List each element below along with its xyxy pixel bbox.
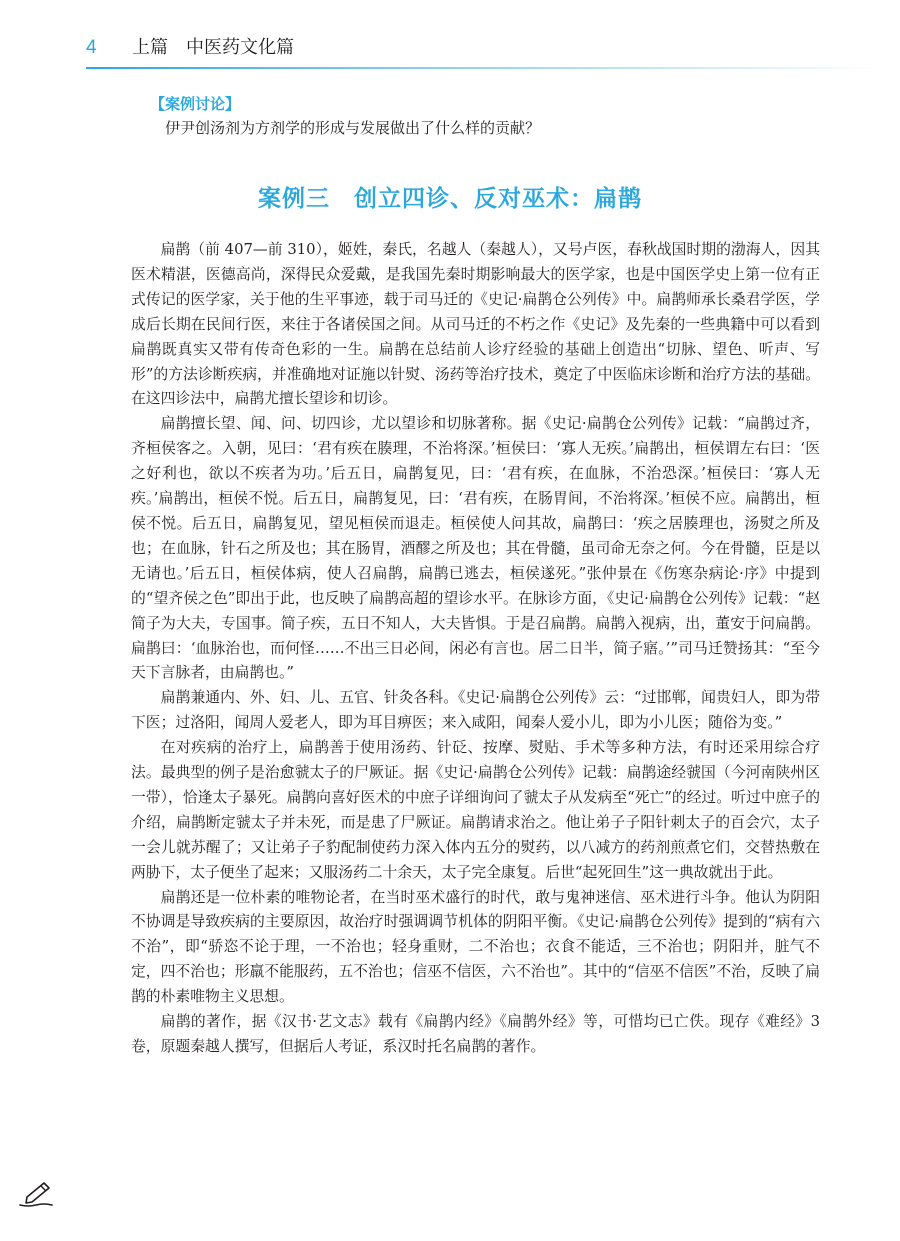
pen-writing-icon [18,1180,56,1208]
paragraph-intro: 扁鹊（前 407—前 310），姬姓，秦氏，名越人（秦越人），又号卢医，春秋战国时期的渤海人，因其医术精湛，医德高尚，深得民众爱戴，是我国先秦时期影响最大的医学家，也是中国医学史上第一位有正式传记的医学家，关于他的生平事迹，载于司马迁的《史记·扁鹊仓公列传》中。扁鹊师承长桑君学医，学成后长期在民间行医，来往于各诸侯国之间。从司马迁的不朽之作《史记》及先秦的一些典籍中可以看到扁鹊既真实又带有传奇色彩的一生。扁鹊在总结前人诊疗经验的基础上创造出“切脉、望色、听声、写形”的方法诊断疾病，并准确地对证施以针熨、汤药等治疗技术，奠定了中医临床诊断和治疗方法的基础。在这四诊法中，扁鹊尤擅长望诊和切诊。 [131,241,820,408]
paragraph-treatment: 在对疾病的治疗上，扁鹊善于使用汤药、针砭、按摩、熨贴、手术等多种方法，有时还采用综合疗法。最典型的例子是治愈虢太子的尸厥证。据《史记·扁鹊仓公列传》记载：扁鹊途经虢国（今河南陕州区一带），恰逢太子暴死。扁鹊向喜好医术的中庶子详细询问了虢太子从发病至“死亡”的经过。听过中庶子的介绍，扁鹊断定虢太子并未死，而是患了尸厥证。扁鹊请求治之。他让弟子子阳针刺太子的百会穴，太子一会儿就苏醒了；又让弟子子豹配制使药力深入体内五分的熨药，以八减方的药剂煎煮它们，交替热敷在两胁下，太子便坐了起来；又服汤药二十余天，太子完全康复。后世“起死回生”这一典故就出于此。 [131,739,820,881]
paragraph-four-diagnostics: 扁鹊擅长望、闻、问、切四诊，尤以望诊和切脉著称。据《史记·扁鹊仓公列传》记载：“扁鹊过齐，齐桓侯客之。入朝，见曰：‘君有疾在腠理，不治将深。’桓侯曰：‘寡人无疾。’扁鹊出，桓侯谓左右曰：‘医之好利也，欲以不疾者为功。’后五日，扁鹊复见，曰：‘君有疾，在血脉，不治恐深。’桓侯曰：‘寡人无疾。’扁鹊出，桓侯不悦。后五日，扁鹊复见，曰：‘君有疾，在肠胃间，不治将深。’桓侯不应。扁鹊出，桓侯不悦。后五日，扁鹊复见，望见桓侯而退走。桓侯使人问其故，扁鹊曰：‘疾之居腠理也，汤熨之所及也；在血脉，针石之所及也；其在肠胃，酒醪之所及也；其在骨髓，虽司命无奈之何。今在骨髓，臣是以无请也。’后五日，桓侯体病，使人召扁鹊，扁鹊已逃去，桓侯遂死。”张仲景在《伤寒杂病论·序》中提到的“望齐侯之色”即出于此，也反映了扁鹊高超的望诊水平。在脉诊方面，《史记·扁鹊仓公列传》记载：“赵简子为大夫，专国事。简子疾，五日不知人，大夫皆惧。于是召扁鹊。扁鹊入视病，出，董安于问扁鹊。扁鹊曰：‘血脉治也，而何怪……不出三日必间，闲必有言也。居二日半，简子寤。’”司马迁赞扬其：“至今天下言脉者，由扁鹊也。” [131,415,820,682]
page-header [0,0,900,80]
case-discussion-label: 【案例讨论】 [150,95,241,113]
paragraph-specialties: 扁鹊兼通内、外、妇、儿、五官、针灸各科。《史记·扁鹊仓公列传》云：“过邯郸，闻贵妇人，即为带下医；过洛阳，闻周人爱老人，即为耳目痹医；来入咸阳，闻秦人爱小儿，即为小儿医；随俗为变。” [131,689,820,732]
paragraph-materialism: 扁鹊还是一位朴素的唯物论者，在当时巫术盛行的时代，敢与鬼神迷信、巫术进行斗争。他认为阴阳不协调是导致疾病的主要原因，故治疗时强调调节机体的阴阳平衡。《史记·扁鹊仓公列传》提到的“病有六不治”，即“骄恣不论于理，一不治也；轻身重财，二不治也；衣食不能适，三不治也；阴阳并，脏气不定，四不治也；形羸不能服药，五不治也；信巫不信医，六不治也”。其中的“信巫不信医”不治，反映了扁鹊的朴素唯物主义思想。 [131,888,820,1006]
paragraph-works: 扁鹊的著作，据《汉书·艺文志》载有《扁鹊内经》《扁鹊外经》等，可惜均已亡佚。现存《难经》3 卷，原题秦越人撰写，但据后人考证，系汉时托名扁鹊的著作。 [131,1013,820,1055]
case-discussion-question: 伊尹创汤剂为方剂学的形成与发展做出了什么样的贡献？ [165,119,541,137]
page-number: 4 [86,37,97,58]
header-rule [86,67,886,69]
running-header-title: 上篇 中医药文化篇 [132,37,294,58]
case-title: 案例三 创立四诊、反对巫术：扁鹊 [258,186,642,212]
article-body [131,238,820,1060]
